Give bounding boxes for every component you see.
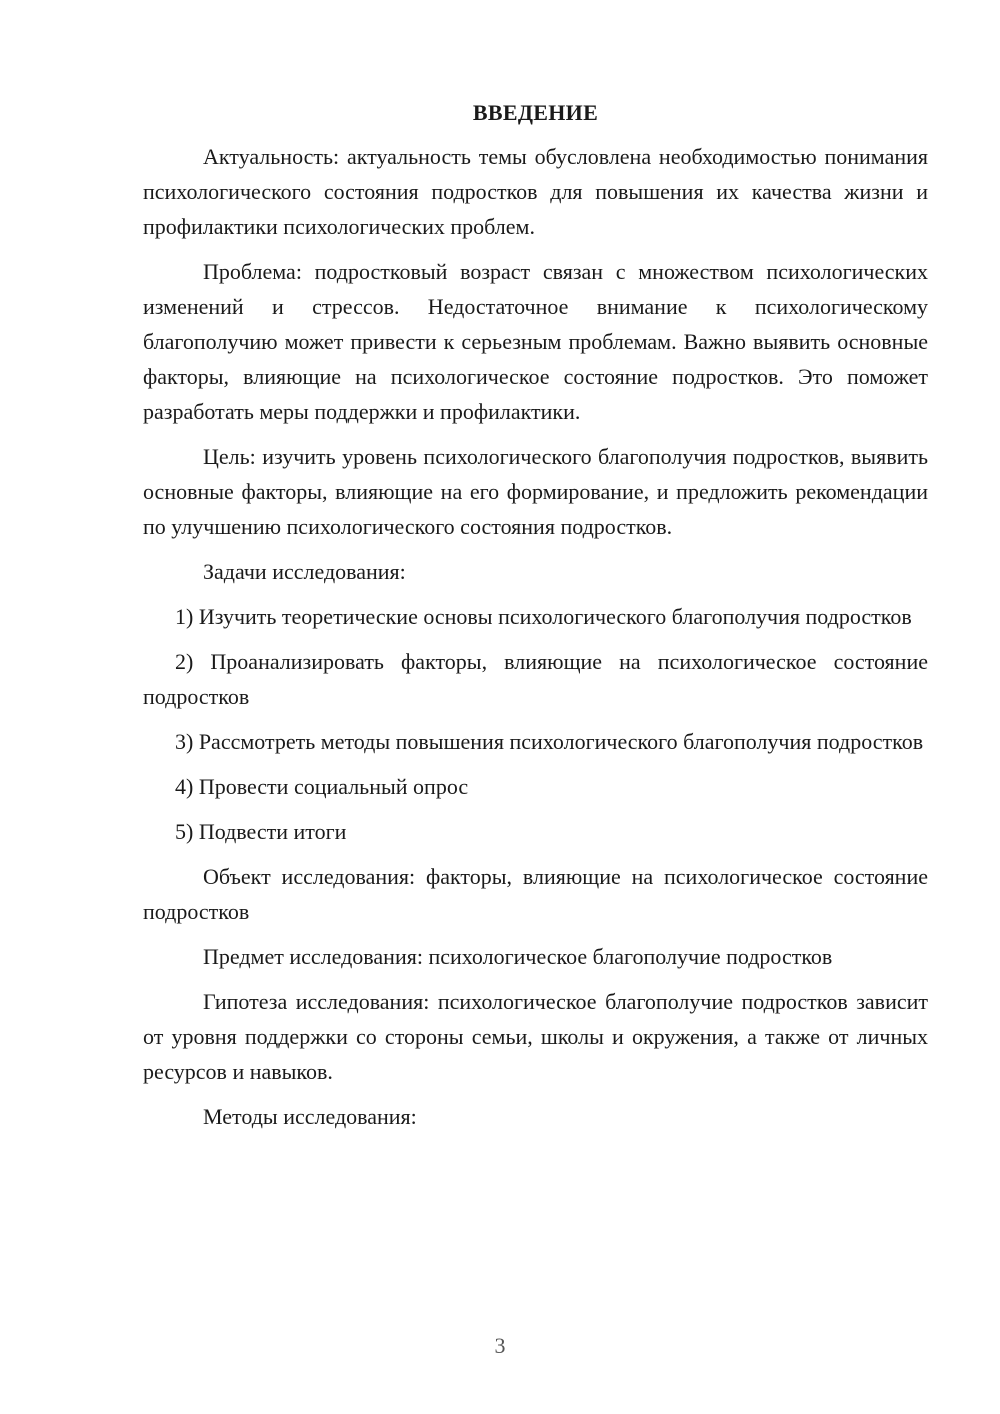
task-item-2: 2) Проанализировать факторы, влияющие на психологическое состояние подростков [143, 649, 928, 709]
tasks-heading: Задачи исследования: [203, 559, 406, 584]
page-number: 3 [494, 1333, 506, 1358]
object-paragraph: Объект исследования: факторы, влияющие на психологическое состояние подростков [143, 864, 928, 924]
hypothesis-paragraph: Гипотеза исследования: психологическое благополучие подростков зависит от уровня поддержки со стороны семьи, школы и окружения, а также от личных ресурсов и навыков. [143, 989, 928, 1084]
task-item-5: 5) Подвести итоги [175, 819, 347, 844]
subject-paragraph: Предмет исследования: психологическое благополучие подростков [203, 944, 833, 969]
task-item-3: 3) Рассмотреть методы повышения психологического благополучия подростков [175, 729, 924, 754]
problem-paragraph: Проблема: подростковый возраст связан с множеством психологических изменений и стрессов. Недостаточное внимание к психологическому благополучию может привести к серьезным проблемам. Важно выявить основные факторы, влияющие на психологическое состояние подростков. Это поможет разработать меры поддержки и профилактики. [143, 259, 928, 424]
task-item-1: 1) Изучить теоретические основы психологического благополучия подростков [175, 604, 912, 629]
section-heading: ВВЕДЕНИЕ [472, 100, 599, 125]
methods-heading: Методы исследования: [203, 1104, 417, 1129]
relevance-paragraph: Актуальность: актуальность темы обусловлена необходимостью понимания психологического состояния подростков для повышения их качества жизни и профилактики психологических проблем. [143, 144, 928, 239]
page-content [143, 95, 928, 1144]
task-item-4: 4) Провести социальный опрос [175, 774, 469, 799]
goal-paragraph: Цель: изучить уровень психологического благополучия подростков, выявить основные факторы, влияющие на его формирование, и предложить рекомендации по улучшению психологического состояния подростков. [143, 444, 928, 539]
